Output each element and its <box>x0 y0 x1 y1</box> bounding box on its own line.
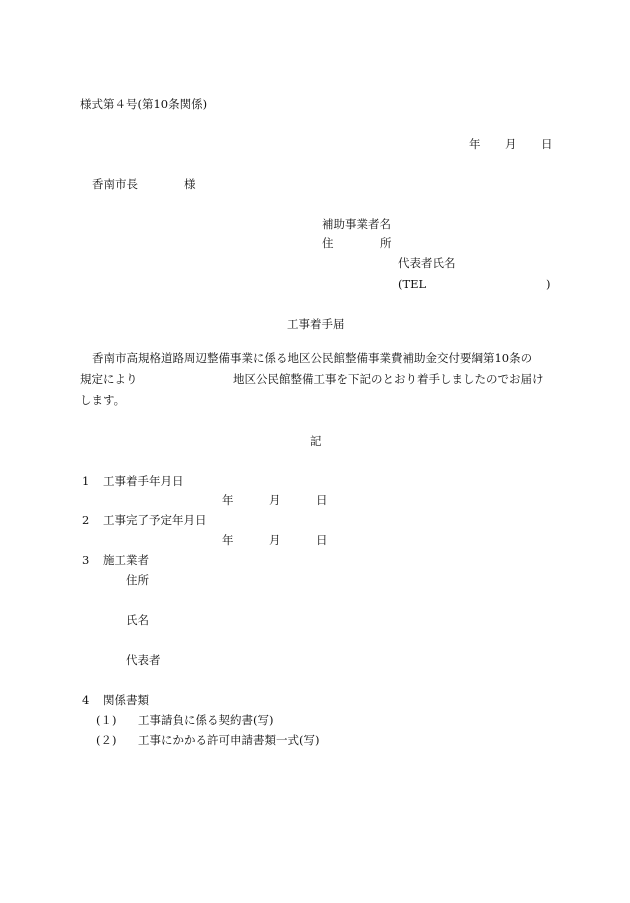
body-line-1: 香南市高規格道路周辺整備事業に係る地区公民館整備事業費補助金交付要綱第10条の <box>92 351 533 365</box>
addressee-name: 香南市長 <box>92 177 138 191</box>
item-4-doc-2-text: 工事にかかる許可申請書類一式(写) <box>138 733 320 747</box>
applicant-representative-label: 代表者氏名 <box>398 256 456 270</box>
item-2-date-month: 月 <box>269 533 281 547</box>
item-4-number: 4 <box>82 693 90 707</box>
item-3-number: 3 <box>82 553 90 567</box>
body-line-2b: 地区公民館整備工事を下記のとおり着手しましたのでお届け <box>233 372 544 386</box>
ki-heading: 記 <box>310 434 322 448</box>
header-date-year: 年 <box>469 137 481 151</box>
item-3-field-name: 氏名 <box>126 613 149 627</box>
item-1-number: 1 <box>82 474 90 488</box>
item-2-number: 2 <box>82 513 90 527</box>
item-4-doc-1-number: (１) <box>96 713 117 727</box>
item-1-label: 工事着手年月日 <box>103 474 184 488</box>
item-4-label: 関係書類 <box>103 693 149 707</box>
item-3-label: 施工業者 <box>103 553 149 567</box>
applicant-address-label-1: 住 <box>322 236 334 250</box>
item-4-doc-1-text: 工事請負に係る契約書(写) <box>138 713 274 727</box>
body-line-2a: 規定により <box>80 372 138 386</box>
item-3-field-representative: 代表者 <box>126 653 161 667</box>
item-1-date-day: 日 <box>316 493 328 507</box>
applicant-tel-close: ) <box>546 277 551 291</box>
applicant-address-label-2: 所 <box>380 236 392 250</box>
item-1-date-year: 年 <box>222 493 234 507</box>
item-1-date-month: 月 <box>269 493 281 507</box>
item-2-label: 工事完了予定年月日 <box>103 513 207 527</box>
header-date-day: 日 <box>541 137 553 151</box>
item-3-field-address: 住所 <box>126 573 149 587</box>
item-2-date-day: 日 <box>316 533 328 547</box>
applicant-business-name-label: 補助事業者名 <box>322 217 391 231</box>
applicant-tel-open: (TEL <box>398 277 427 291</box>
item-2-date-year: 年 <box>222 533 234 547</box>
header-date-month: 月 <box>505 137 517 151</box>
body-line-3: します。 <box>80 393 126 407</box>
addressee-honorific: 様 <box>184 177 196 191</box>
form-number: 様式第４号(第10条関係) <box>80 97 208 111</box>
document-title: 工事着手届 <box>287 317 345 331</box>
item-4-doc-2-number: (２) <box>96 733 117 747</box>
